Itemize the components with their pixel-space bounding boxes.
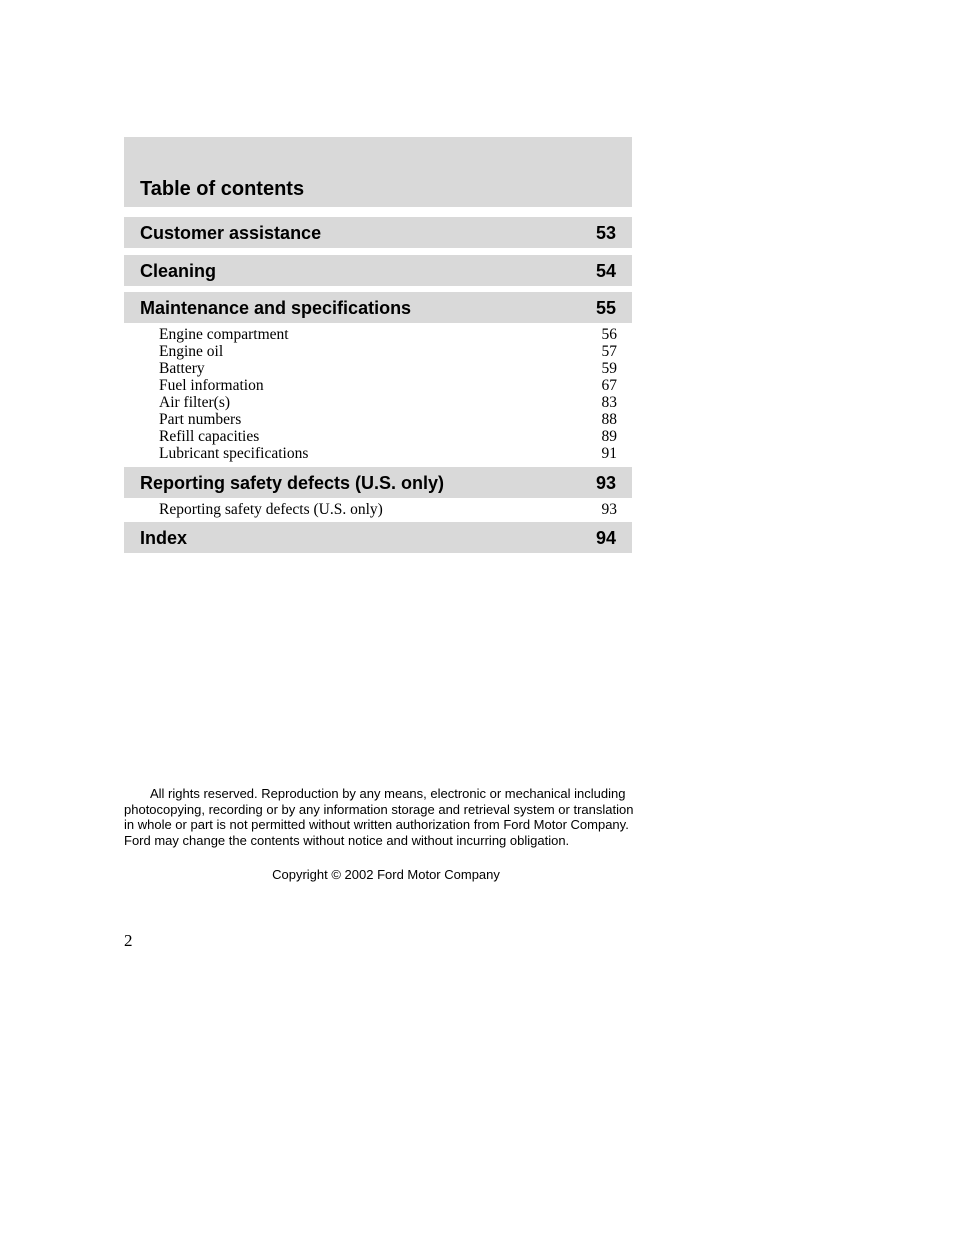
section-label: Reporting safety defects (U.S. only) — [140, 473, 445, 493]
toc-entry[interactable] — [159, 360, 617, 377]
toc-section-maintenance[interactable] — [124, 292, 632, 323]
entry-page: 67 — [601, 377, 617, 394]
section-label: Customer assistance — [140, 223, 322, 243]
entry-page: 88 — [601, 411, 617, 428]
entry-label: Battery — [159, 360, 205, 377]
page-title: Table of contents — [140, 178, 305, 200]
entry-label: Engine compartment — [159, 326, 289, 343]
rights-notice: All rights reserved. Reproduction by any means, electronic or mechanical including photocopying, recording or by any information storage and retrieval system or translation in whole or part is not permitted without written authorization from Ford Motor Company. Ford may change the contents without notice and without incurring obligation. — [124, 786, 634, 848]
toc-entry[interactable] — [159, 377, 617, 394]
section-label: Maintenance and specifications — [140, 298, 412, 318]
toc-section-customer-assistance[interactable] — [124, 217, 632, 248]
entry-label: Lubricant specifications — [159, 445, 309, 462]
section-label: Cleaning — [140, 261, 217, 281]
toc-section-safety-defects[interactable] — [124, 467, 632, 498]
toc-section-index[interactable] — [124, 522, 632, 553]
section-label: Index — [140, 528, 188, 548]
entry-page: 56 — [601, 326, 617, 343]
section-page: 54 — [595, 261, 616, 281]
entry-page: 57 — [601, 343, 617, 360]
toc-section-cleaning[interactable] — [124, 255, 632, 286]
toc-entry[interactable] — [159, 326, 617, 343]
entry-label: Air filter(s) — [159, 394, 231, 411]
entry-label: Reporting safety defects (U.S. only) — [159, 501, 383, 518]
section-page: 94 — [595, 528, 616, 548]
entry-page: 83 — [601, 394, 617, 411]
entry-page: 93 — [601, 501, 617, 518]
entry-label: Refill capacities — [159, 428, 260, 445]
section-page: 53 — [595, 223, 616, 243]
page-number: 2 — [124, 931, 133, 950]
toc-header — [124, 137, 632, 207]
toc-entry[interactable] — [159, 501, 617, 518]
section-page: 93 — [595, 473, 616, 493]
toc-entry[interactable] — [159, 411, 617, 428]
toc-entry[interactable] — [159, 445, 617, 462]
toc-entry[interactable] — [159, 394, 617, 411]
entry-label: Part numbers — [159, 411, 242, 428]
copyright-notice: Copyright © 2002 Ford Motor Company — [272, 867, 500, 882]
toc-entry[interactable] — [159, 343, 617, 360]
entry-page: 59 — [601, 360, 617, 377]
section-page: 55 — [595, 298, 616, 318]
entry-label: Fuel information — [159, 377, 264, 394]
entry-page: 89 — [601, 428, 617, 445]
entry-label: Engine oil — [159, 343, 224, 360]
toc-entry[interactable] — [159, 428, 617, 445]
entry-page: 91 — [601, 445, 617, 462]
